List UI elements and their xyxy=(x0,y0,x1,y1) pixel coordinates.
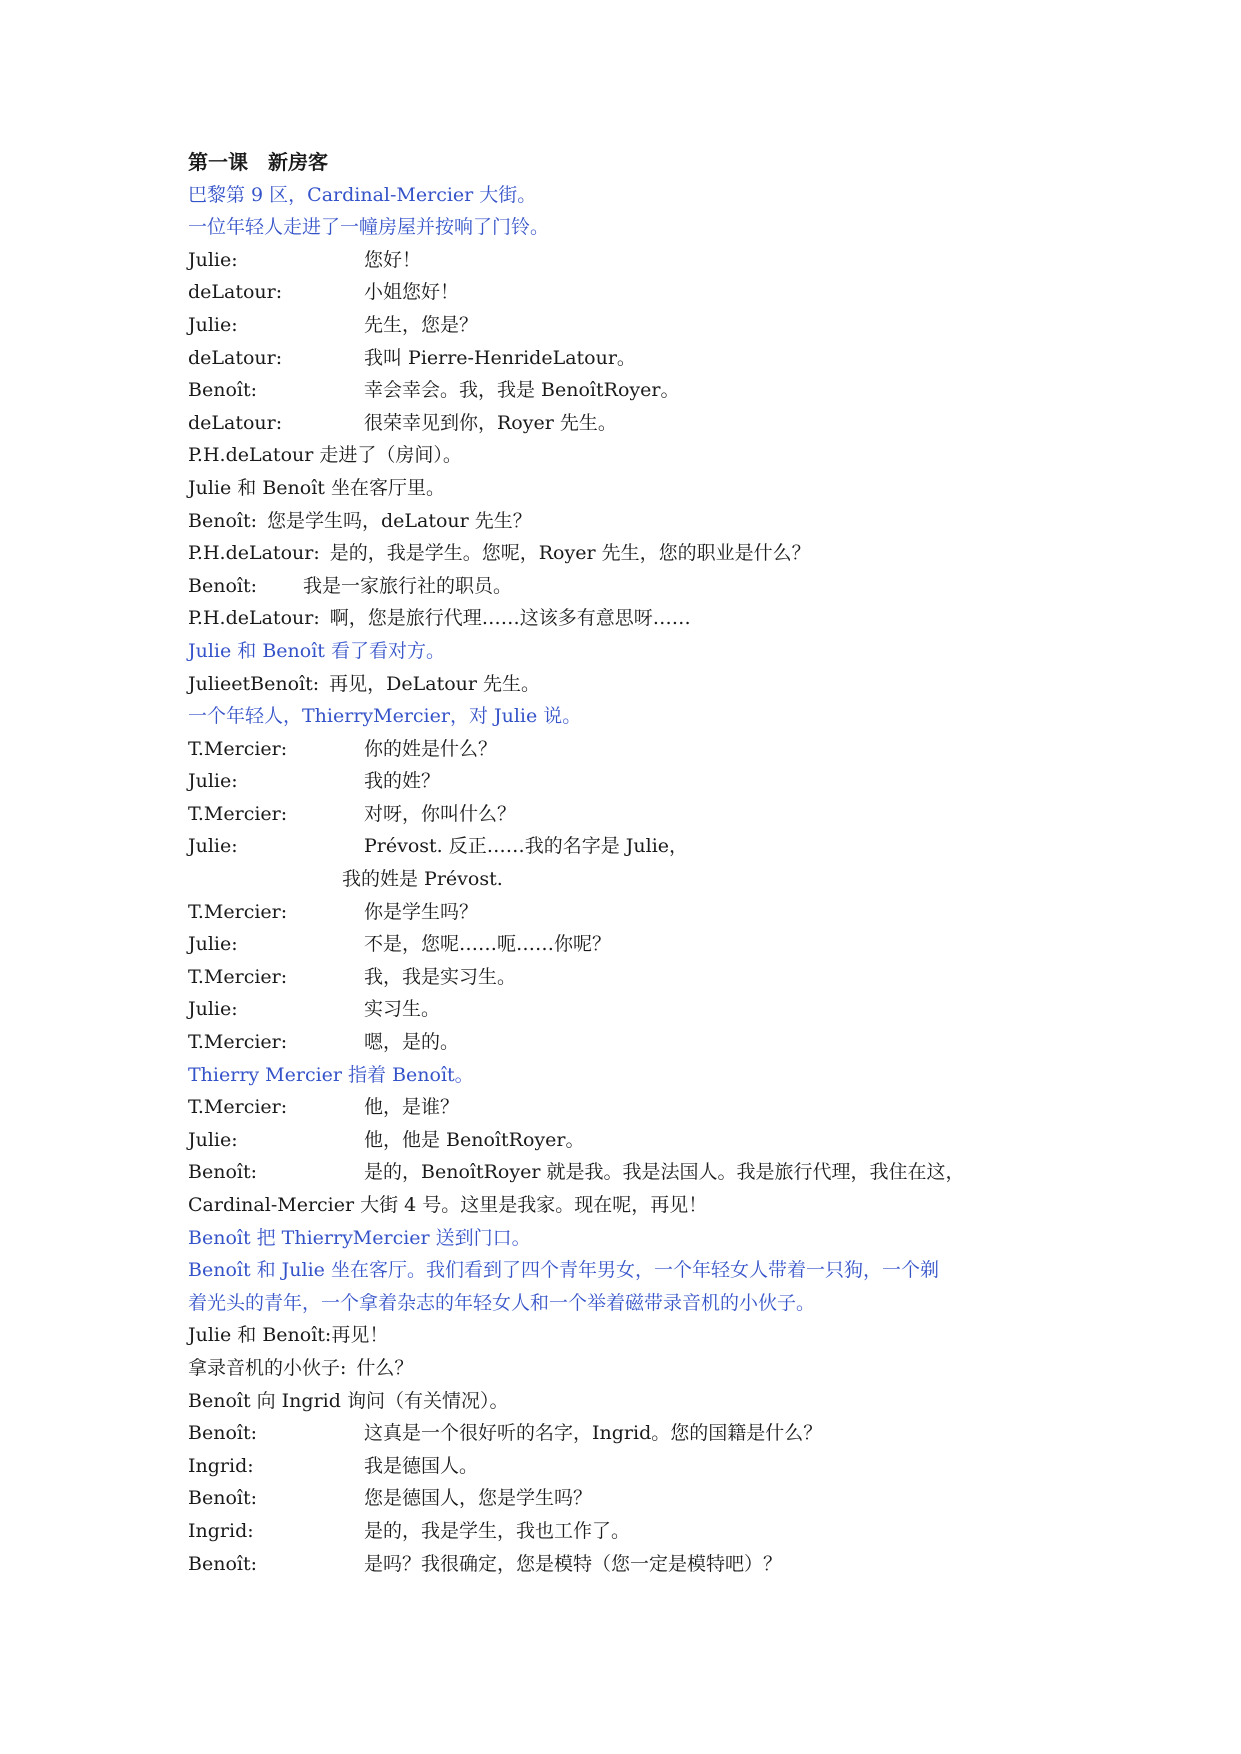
dialogue-line xyxy=(188,1548,1068,1581)
speaker-label: Benoît: xyxy=(188,1422,257,1445)
speaker-label: Benoît: xyxy=(188,574,257,597)
speaker-label: Julie: xyxy=(188,835,238,858)
narration-line: Benoît 把 ThierryMercier 送到门口。 xyxy=(188,1226,531,1249)
dialogue-text: 您是德国人，您是学生吗？ xyxy=(364,1487,593,1510)
dialogue-text: 对呀，你叫什么？ xyxy=(364,802,517,825)
dialogue-text: 你是学生吗？ xyxy=(364,900,479,923)
lesson-title: 第一课 新房客 xyxy=(188,150,328,174)
speaker-label: Benoît: xyxy=(188,1161,257,1184)
dialogue-line xyxy=(188,928,1068,961)
document-page xyxy=(188,146,1068,1580)
dialogue-line xyxy=(188,668,1068,701)
narration-line: 一个年轻人，ThierryMercier，对 Julie 说。 xyxy=(188,705,582,728)
speaker-label: Julie: xyxy=(188,313,238,336)
speaker-label: T.Mercier: xyxy=(188,802,288,825)
dialogue-line xyxy=(188,1124,1068,1157)
plain-line: Julie 和 Benoît 坐在客厅里。 xyxy=(188,476,445,499)
speaker-label: P.H.deLatour: xyxy=(188,542,320,565)
speaker-label: Benoît: xyxy=(188,1487,257,1510)
speaker-label: Ingrid: xyxy=(188,1454,254,1477)
speaker-label: deLatour: xyxy=(188,346,283,369)
speaker-label: Julie: xyxy=(188,1128,238,1151)
dialogue-line xyxy=(188,602,1068,635)
dialogue-line xyxy=(188,798,1068,831)
plain-line: Benoît 向 Ingrid 询问（有关情况）。 xyxy=(188,1389,509,1412)
narration-line: Julie 和 Benoît 看了看对方。 xyxy=(188,639,445,662)
dialogue-line xyxy=(188,1515,1068,1548)
dialogue-line xyxy=(188,1319,1068,1352)
dialogue-text: 嗯，是的。 xyxy=(364,1031,460,1054)
narration-line: Thierry Mercier 指着 Benoît。 xyxy=(188,1063,474,1086)
dialogue-text: 我的姓？ xyxy=(364,770,441,793)
narration-line: 巴黎第 9 区，Cardinal-Mercier 大街。 xyxy=(188,183,537,206)
dialogue-text: 是的，我是学生。您呢，Royer 先生，您的职业是什么？ xyxy=(329,542,811,565)
narration-line: 一位年轻人走进了一幢房屋并按响了门铃。 xyxy=(188,216,550,239)
dialogue-text: 您好！ xyxy=(364,248,422,271)
dialogue-text: 实习生。 xyxy=(364,998,441,1021)
speaker-label: Julie: xyxy=(188,998,238,1021)
speaker-label: deLatour: xyxy=(188,411,283,434)
plain-line: P.H.deLatour 走进了（房间）。 xyxy=(188,444,462,467)
dialogue-line xyxy=(188,1026,1068,1059)
dialogue-line xyxy=(188,407,1068,440)
dialogue-text: 你的姓是什么？ xyxy=(364,737,498,760)
speaker-label: deLatour: xyxy=(188,281,283,304)
speaker-label: Ingrid: xyxy=(188,1519,254,1542)
speaker-label: 拿录音机的小伙子: xyxy=(188,1356,347,1379)
dialogue-line xyxy=(188,830,1068,863)
dialogue-line xyxy=(188,309,1068,342)
dialogue-line xyxy=(188,374,1068,407)
speaker-label: T.Mercier: xyxy=(188,965,288,988)
dialogue-text: 幸会幸会。我，我是 BenoîtRoyer。 xyxy=(364,379,680,402)
dialogue-text: 他，是谁？ xyxy=(364,1096,460,1119)
dialogue-text: Prévost. 反正……我的名字是 Julie， xyxy=(364,835,689,858)
speaker-label: T.Mercier: xyxy=(188,737,288,760)
speaker-label: JulieetBenoît: xyxy=(188,672,320,695)
dialogue-text: 再见，DeLatour 先生。 xyxy=(329,672,540,695)
dialogue-line xyxy=(188,244,1068,277)
dialogue-line xyxy=(188,276,1068,309)
dialogue-text: 再见！ xyxy=(331,1324,389,1347)
speaker-label: Benoît: xyxy=(188,379,257,402)
dialogue-text: 是的，我是学生，我也工作了。 xyxy=(364,1519,631,1542)
dialogue-line xyxy=(188,505,1068,538)
dialogue-text: 他，他是 BenoîtRoyer。 xyxy=(364,1128,585,1151)
dialogue-line xyxy=(188,1482,1068,1515)
dialogue-text: 是吗？我很确定，您是模特（您一定是模特吧）？ xyxy=(364,1552,783,1575)
speaker-label: Julie: xyxy=(188,248,238,271)
dialogue-line xyxy=(188,537,1068,570)
speaker-label: Benoît: xyxy=(188,1552,257,1575)
dialogue-line xyxy=(188,570,1068,603)
dialogue-text: 我叫 Pierre-HenrideLatour。 xyxy=(364,346,636,369)
speaker-label: T.Mercier: xyxy=(188,900,288,923)
narration-line: 着光头的青年，一个拿着杂志的年轻女人和一个举着磁带录音机的小伙子。 xyxy=(188,1291,816,1314)
speaker-label: Julie: xyxy=(188,770,238,793)
dialogue-line xyxy=(188,993,1068,1026)
speaker-label: T.Mercier: xyxy=(188,1096,288,1119)
dialogue-text: 很荣幸见到你，Royer 先生。 xyxy=(364,411,617,434)
dialogue-line xyxy=(188,733,1068,766)
dialogue-text: 我，我是实习生。 xyxy=(364,965,517,988)
dialogue-line xyxy=(188,342,1068,375)
dialogue-line xyxy=(188,1417,1068,1450)
dialogue-line xyxy=(188,896,1068,929)
dialogue-line xyxy=(188,1352,1068,1385)
dialogue-text: 我是一家旅行社的职员。 xyxy=(303,574,513,597)
speaker-label: P.H.deLatour: xyxy=(188,607,320,630)
speaker-label: Julie: xyxy=(188,933,238,956)
speaker-label: Benoît: xyxy=(188,509,257,532)
dialogue-text: 这真是一个很好听的名字，Ingrid。您的国籍是什么？ xyxy=(364,1422,823,1445)
plain-line: Cardinal-Mercier 大街 4 号。这里是我家。现在呢，再见！ xyxy=(188,1194,708,1216)
dialogue-line xyxy=(188,1450,1068,1483)
dialogue-line xyxy=(188,765,1068,798)
dialogue-line xyxy=(188,1156,1068,1189)
dialogue-text: 是的，BenoîtRoyer 就是我。我是法国人。我是旅行代理，我住在这， xyxy=(364,1161,965,1184)
dialogue-text: 我是德国人。 xyxy=(364,1454,479,1477)
dialogue-text: 什么？ xyxy=(356,1356,414,1379)
dialogue-line xyxy=(188,1091,1068,1124)
continuation-line: 我的姓是 Prévost. xyxy=(342,868,503,891)
speaker-label: Julie 和 Benoît: xyxy=(188,1324,332,1347)
speaker-label: T.Mercier: xyxy=(188,1031,288,1054)
dialogue-line xyxy=(188,961,1068,994)
dialogue-text: 您是学生吗，deLatour 先生？ xyxy=(267,509,532,532)
dialogue-text: 小姐您好！ xyxy=(364,281,460,304)
dialogue-text: 先生，您是？ xyxy=(364,313,479,336)
narration-line: Benoît 和 Julie 坐在客厅。我们看到了四个青年男女，一个年轻女人带着一只狗，一个剃 xyxy=(188,1259,939,1282)
dialogue-text: 不是，您呢……呃……你呢？ xyxy=(364,933,612,956)
dialogue-text: 啊，您是旅行代理……这该多有意思呀…… xyxy=(329,607,691,630)
